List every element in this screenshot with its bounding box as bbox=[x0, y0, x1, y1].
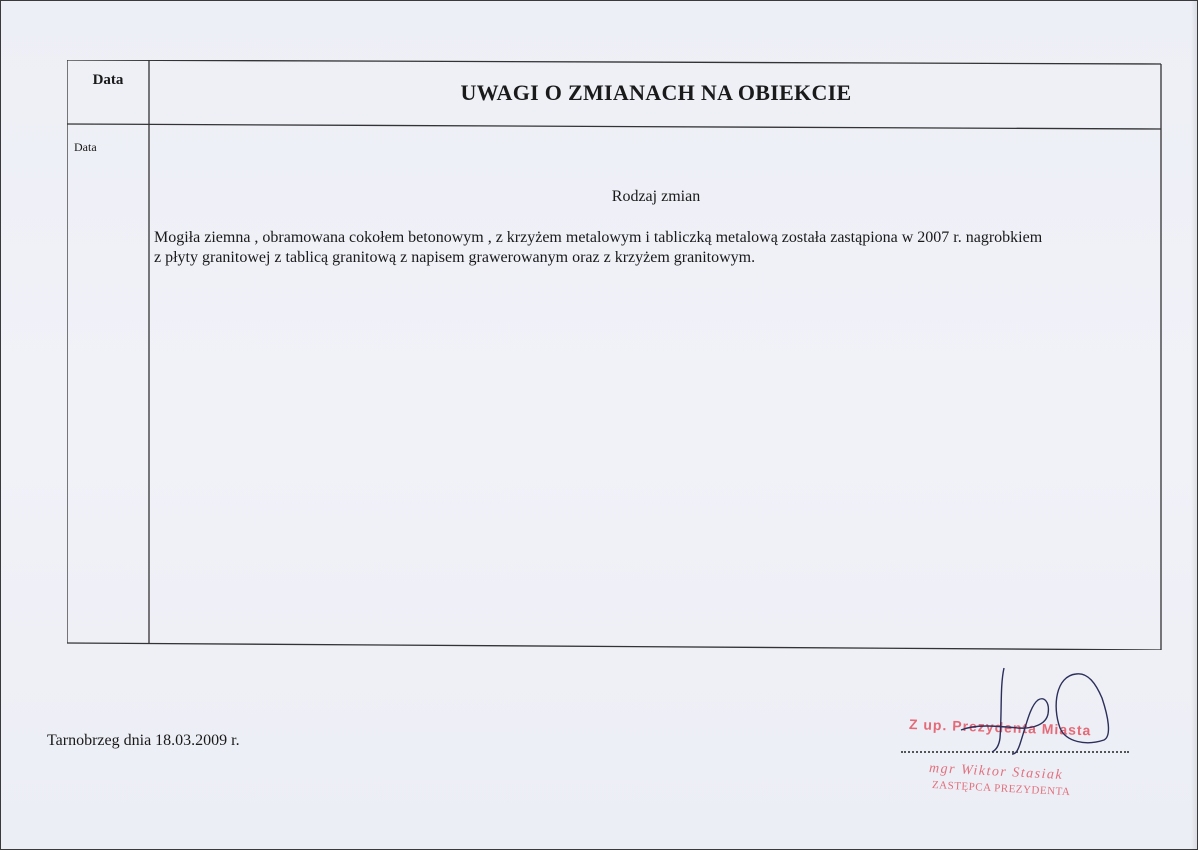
signer-name-stamp: mgr Wiktor Stasiak bbox=[928, 761, 1064, 784]
changes-table bbox=[67, 60, 1163, 650]
remarks-line: z płyty granitowej z tablicą granitową z napisem grawerowanym oraz z krzyżem granitowym. bbox=[154, 249, 756, 266]
page-edge-shadow bbox=[1191, 1, 1197, 850]
header-date-column: Data bbox=[92, 72, 124, 88]
date-column-label: Data bbox=[74, 140, 97, 154]
place-and-date: Tarnobrzeg dnia 18.03.2009 r. bbox=[47, 732, 240, 749]
table-grid bbox=[67, 60, 1163, 650]
section-heading: Rodzaj zmian bbox=[611, 188, 701, 205]
remarks-text bbox=[154, 228, 1144, 268]
official-stamp: Z up. Prezydenta Miasta bbox=[908, 716, 1092, 739]
signer-role-stamp: ZASTĘPCA PREZYDENTA bbox=[931, 779, 1071, 799]
page-title: UWAGI O ZMIANACH NA OBIEKCIE bbox=[460, 80, 852, 105]
handwritten-signature bbox=[956, 666, 1116, 756]
remarks-line: Mogiła ziemna , obramowana cokołem betonowym , z krzyżem metalowym i tabliczką metalową została zastąpiona w 2007 r. nagrobkiem bbox=[154, 229, 1043, 246]
